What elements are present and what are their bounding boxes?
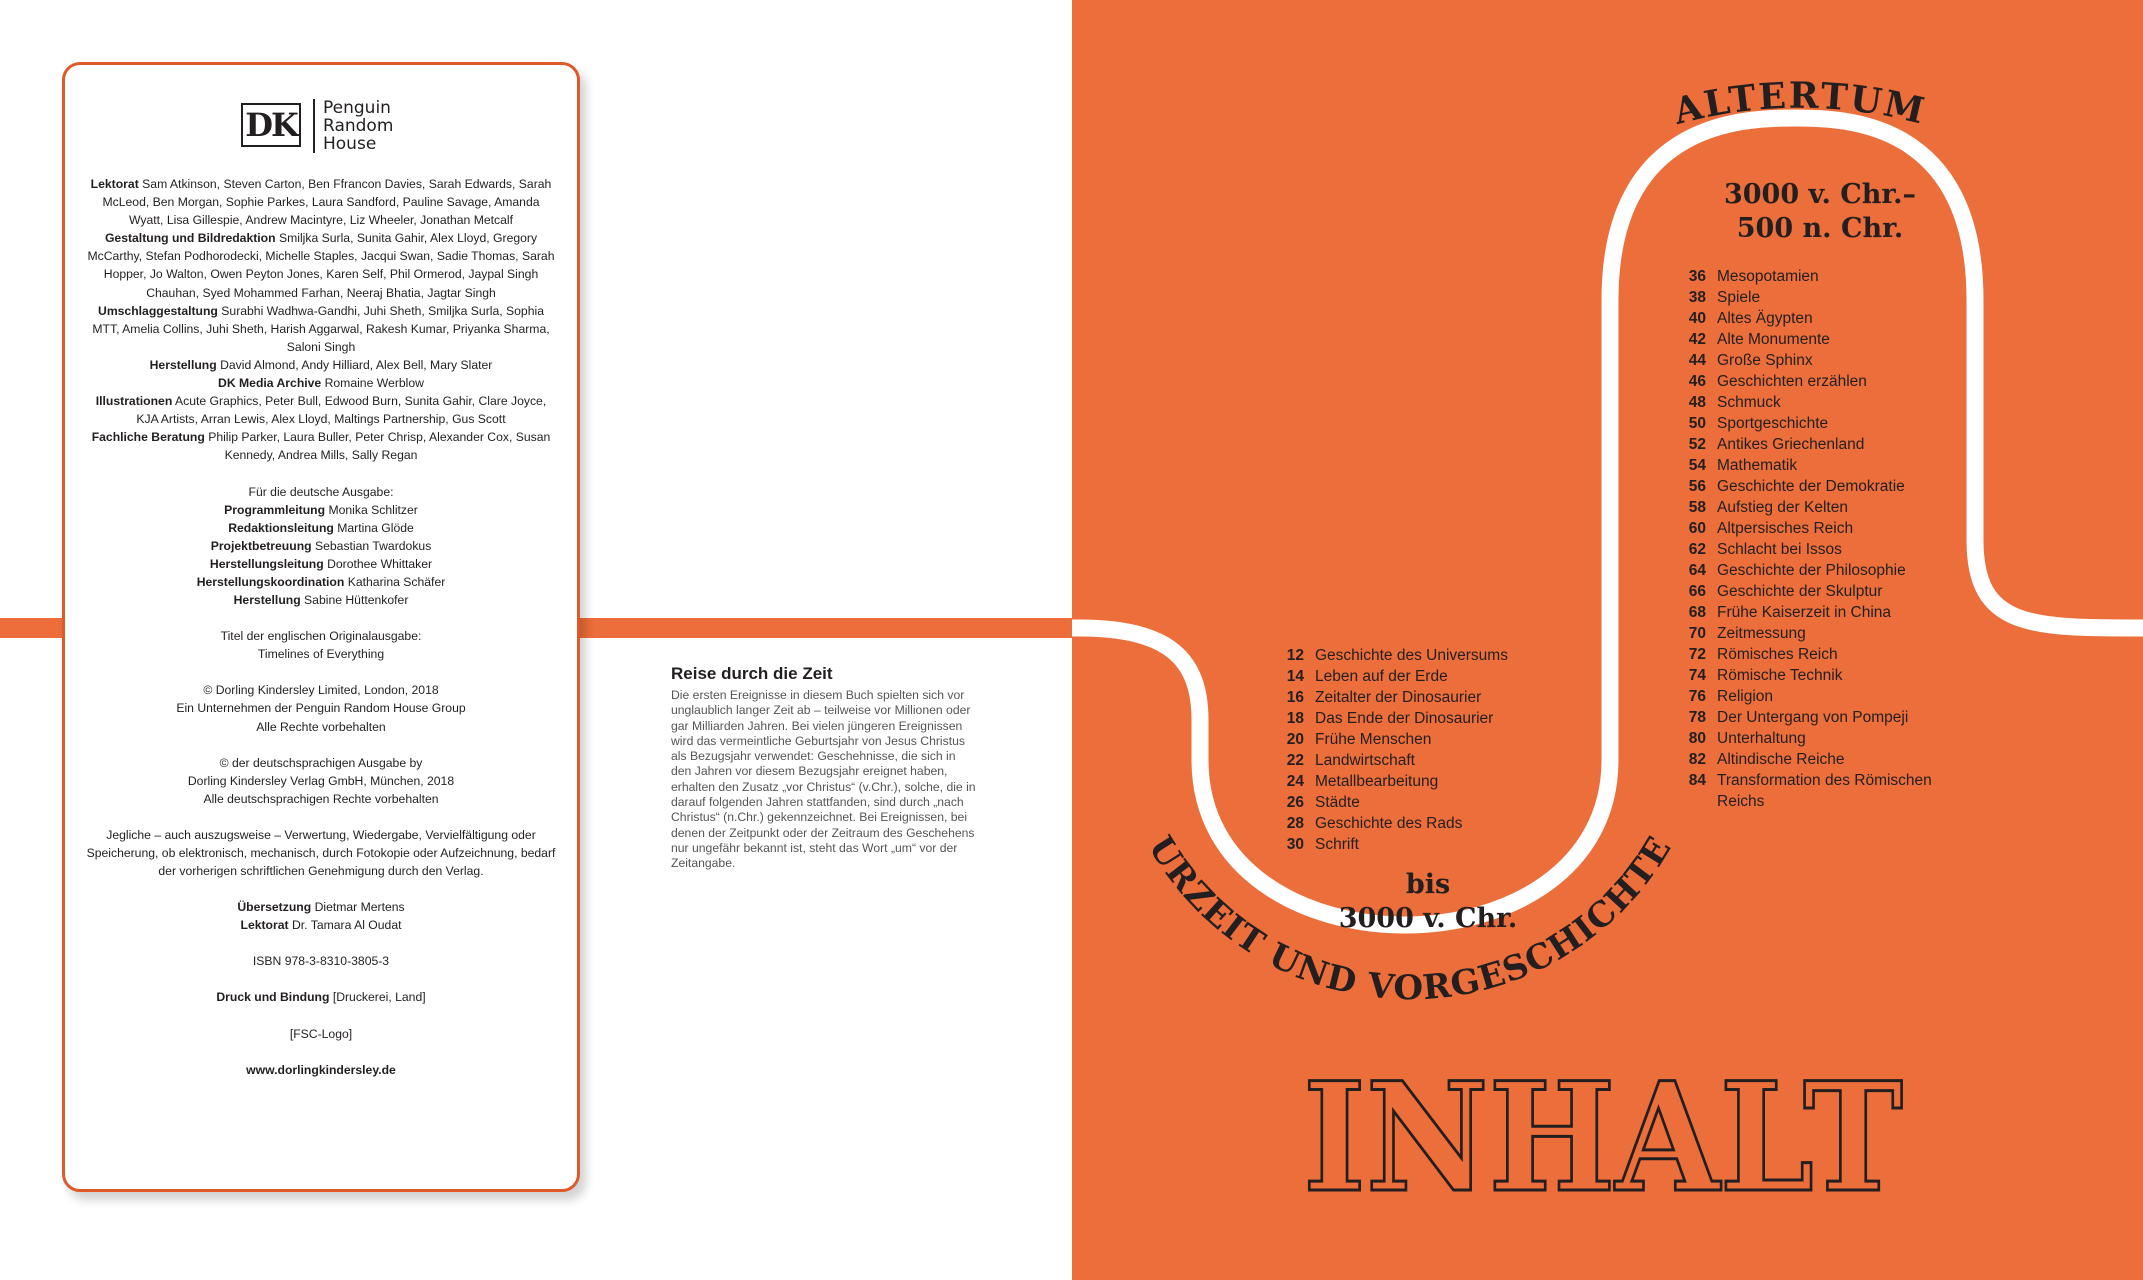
entry-title: Antikes Griechenland bbox=[1717, 436, 1865, 453]
toc-entry[interactable] bbox=[1673, 434, 1963, 455]
entry-title: Städte bbox=[1315, 794, 1360, 811]
page-number: 76 bbox=[1688, 688, 1706, 705]
page-number: 40 bbox=[1688, 310, 1706, 327]
entry-title: Schrift bbox=[1315, 836, 1359, 853]
toc-antiquity bbox=[1673, 266, 1963, 812]
rights-notice: Jegliche – auch auszugsweise – Verwertung, Wiedergabe, Vervielfältigung oder Speicherung, ob elektronisch, mechanisch, durch Fotokopie oder Aufzeichnung, bedarf der vorherigen schriftlichen Genehmigung durch den Verlag. bbox=[86, 827, 556, 879]
entry-title: Schmuck bbox=[1717, 394, 1781, 411]
era-prehistory-title: URZEIT UND VORGESCHICHTE bbox=[1140, 829, 1680, 1009]
page-number: 66 bbox=[1688, 583, 1706, 600]
toc-entry[interactable] bbox=[1271, 771, 1511, 792]
entry-title: Spiele bbox=[1717, 289, 1761, 306]
entry-title: Leben auf der Erde bbox=[1315, 668, 1448, 685]
page-number: 24 bbox=[1286, 773, 1304, 790]
page-number: 22 bbox=[1286, 752, 1304, 769]
era-antiquity-range: 3000 v. Chr.– 500 n. Chr. bbox=[1723, 179, 1917, 244]
contents-heading-text: INHALT bbox=[1303, 1058, 1903, 1208]
toc-entry[interactable] bbox=[1673, 539, 1963, 560]
credit-herstellungsleitung: Herstellungsleitung Dorothee Whittaker bbox=[209, 556, 433, 571]
toc-entry[interactable] bbox=[1673, 770, 1963, 791]
intro-text: Die ersten Ereignisse in diesem Buch spielten sich vor unglaublich langer Zeit ab – teilweise vor Millionen oder gar Milliarden Jahren. Bei vielen jüngeren Ereignissen wird das vermeintliche Geburtsjahr von Jesus Christus als Bezugsjahr verwendet: Geschehnisse, die sich in den Jahren vor diesem Bezugsjahr ereignet haben, erhalten den Zusatz „vor Christus“ (v.Chr.), solche, die in darauf folgenden Jahren stattfanden, sind durch „nach Christus“ (n.Chr.) gekennzeichnet. Bei Ereignissen, bei denen der Zeitpunkt oder der Zeitraum des Geschehens nur ungefähr bekannt ist, steht das Wort „um“ vor der Zeitangabe. bbox=[671, 688, 976, 871]
toc-entry[interactable] bbox=[1673, 581, 1963, 602]
toc-entry[interactable] bbox=[1673, 707, 1963, 728]
entry-title: Altes Ägypten bbox=[1717, 310, 1813, 327]
page-number: 74 bbox=[1688, 667, 1706, 684]
page-number: 78 bbox=[1688, 709, 1706, 726]
entry-title: Frühe Kaiserzeit in China bbox=[1717, 604, 1892, 621]
toc-entry[interactable] bbox=[1271, 729, 1511, 750]
credit-media-archive: DK Media Archive Romaine Werblow bbox=[218, 376, 424, 391]
page-number: 44 bbox=[1688, 352, 1706, 369]
entry-title: Große Sphinx bbox=[1717, 352, 1813, 369]
entry-title: Römische Technik bbox=[1717, 667, 1843, 684]
credits-body bbox=[85, 175, 557, 1079]
entry-title: Mesopotamien bbox=[1717, 268, 1819, 285]
page-number: 50 bbox=[1688, 415, 1706, 432]
website-link[interactable]: www.dorlingkindersley.de bbox=[246, 1062, 396, 1077]
credit-projektbetreuung: Projektbetreuung Sebastian Twardokus bbox=[210, 538, 432, 553]
copyright-de-line: Dorling Kindersley Verlag GmbH, München, 2018 bbox=[187, 773, 455, 788]
toc-prehistory bbox=[1271, 645, 1511, 855]
page-number: 82 bbox=[1688, 751, 1706, 768]
toc-entry[interactable] bbox=[1673, 455, 1963, 476]
entry-title: Zeitmessung bbox=[1717, 625, 1806, 642]
entry-title: Metallbearbeitung bbox=[1315, 773, 1439, 790]
page-number: 60 bbox=[1688, 520, 1706, 537]
toc-entry[interactable] bbox=[1673, 749, 1963, 770]
entry-title: Mathematik bbox=[1717, 457, 1798, 474]
toc-entry[interactable] bbox=[1673, 560, 1963, 581]
toc-entry[interactable] bbox=[1673, 308, 1963, 329]
page-number: 58 bbox=[1688, 499, 1706, 516]
page-number: 18 bbox=[1286, 710, 1304, 727]
toc-entry[interactable] bbox=[1271, 687, 1511, 708]
toc-entry[interactable] bbox=[1271, 750, 1511, 771]
isbn: ISBN 978-3-8310-3805-3 bbox=[252, 954, 390, 969]
toc-entry[interactable] bbox=[1271, 792, 1511, 813]
toc-entry[interactable] bbox=[1673, 686, 1963, 707]
toc-entry[interactable] bbox=[1673, 371, 1963, 392]
credit-uebersetzung: Übersetzung Dietmar Mertens bbox=[237, 900, 405, 915]
fsc-logo-placeholder: [FSC-Logo] bbox=[289, 1026, 353, 1041]
entry-title: Alte Monumente bbox=[1717, 331, 1830, 348]
toc-entry[interactable] bbox=[1673, 623, 1963, 644]
toc-entry[interactable] bbox=[1673, 728, 1963, 749]
copyright-uk-line: © Dorling Kindersley Limited, London, 2018 bbox=[203, 683, 439, 698]
credit-redaktionsleitung: Redaktionsleitung Martina Glöde bbox=[228, 520, 414, 535]
contents-heading bbox=[1293, 1058, 1913, 1208]
page-number: 62 bbox=[1688, 541, 1706, 558]
entry-title: Das Ende der Dinosaurier bbox=[1315, 710, 1494, 727]
credit-umschlag: Umschlaggestaltung Surabhi Wadhwa-Gandhi, Juhi Sheth, Smiljka Surla, Sophia MTT, Amelia Collins, Juhi Sheth, Harish Aggarwal, Rakesh Kumar, Priyanka Sharma, Saloni Singh bbox=[92, 303, 550, 354]
page-number: 56 bbox=[1688, 478, 1706, 495]
publisher-name: Penguin Random House bbox=[323, 98, 394, 154]
entry-title: Geschichte des Rads bbox=[1315, 815, 1463, 832]
credits-card bbox=[62, 62, 580, 1192]
page-number: 70 bbox=[1688, 625, 1706, 642]
page-number: 36 bbox=[1688, 268, 1706, 285]
toc-entry[interactable] bbox=[1673, 266, 1963, 287]
entry-title: Landwirtschaft bbox=[1315, 752, 1415, 769]
entry-title: Geschichte der Skulptur bbox=[1717, 583, 1883, 600]
credit-lektorat: Lektorat Sam Atkinson, Steven Carton, Ben Ffrancon Davies, Sarah Edwards, Sarah McLeod, Ben Morgan, Sophie Parkes, Laura Sandford, Pauline Savage, Amanda Wyatt, Lisa Gillespie, Andrew Macintyre, Liz Wheeler, Jonathan Metcalf bbox=[90, 177, 552, 228]
credit-herstellung-de: Herstellung Sabine Hüttenkofer bbox=[233, 593, 409, 608]
credit-gestaltung: Gestaltung und Bildredaktion Smiljka Surla, Sunita Gahir, Alex Lloyd, Gregory McCarthy, Stefan Podhorodecki, Michelle Staples, Jacqui Swan, Sadie Thomas, Sarah Hopper, Jo Walton, Owen Peyton Jones, Karen Self, Phil Ormerod, Jaypal Singh Chauhan, Syed Mohammed Farhan, Neeraj Bhatia, Jagtar Singh bbox=[87, 231, 555, 300]
entry-title: Zeitalter der Dinosaurier bbox=[1315, 689, 1482, 706]
toc-entry[interactable] bbox=[1271, 708, 1511, 729]
entry-title: Sportgeschichte bbox=[1717, 415, 1829, 432]
page-number: 46 bbox=[1688, 373, 1706, 390]
page-number: 72 bbox=[1688, 646, 1706, 663]
dk-logo-mark: DK bbox=[241, 103, 301, 147]
intro-block bbox=[671, 664, 976, 872]
toc-entry[interactable] bbox=[1673, 392, 1963, 413]
entry-title: Geschichte der Demokratie bbox=[1717, 478, 1905, 495]
copyright-uk-line: Alle Rechte vorbehalten bbox=[256, 719, 386, 734]
toc-entry[interactable] bbox=[1673, 602, 1963, 623]
toc-entry[interactable] bbox=[1271, 645, 1511, 666]
toc-entry[interactable] bbox=[1673, 644, 1963, 665]
entry-title: Der Untergang von Pompeji bbox=[1717, 709, 1909, 726]
copyright-de-line: © der deutschsprachigen Ausgabe by bbox=[219, 755, 423, 770]
credit-beratung: Fachliche Beratung Philip Parker, Laura Buller, Peter Chrisp, Alexander Cox, Susan Kennedy, Andrea Mills, Sally Regan bbox=[91, 430, 551, 463]
toc-entry[interactable] bbox=[1673, 329, 1963, 350]
era-antiquity-title: ALTERTUM bbox=[1669, 74, 1930, 133]
entry-title: Römisches Reich bbox=[1717, 646, 1838, 663]
page-number: 54 bbox=[1688, 457, 1706, 474]
copyright-uk-line: Ein Unternehmen der Penguin Random House Group bbox=[176, 701, 466, 716]
toc-entry[interactable] bbox=[1673, 665, 1963, 686]
credit-programmleitung: Programmleitung Monika Schlitzer bbox=[224, 502, 418, 517]
page-number: 64 bbox=[1688, 562, 1706, 579]
page-number: 68 bbox=[1688, 604, 1706, 621]
timeline-road-curve bbox=[1072, 118, 2143, 925]
page-number: 38 bbox=[1688, 289, 1706, 306]
page-number: 16 bbox=[1286, 689, 1304, 706]
page-number: 14 bbox=[1286, 668, 1304, 685]
page-number: 84 bbox=[1688, 772, 1706, 789]
toc-entry-continuation[interactable] bbox=[1673, 791, 1963, 812]
page-number: 26 bbox=[1286, 794, 1304, 811]
entry-title: Geschichte der Philosophie bbox=[1717, 562, 1906, 579]
page-number: 48 bbox=[1688, 394, 1706, 411]
original-title: Timelines of Everything bbox=[257, 647, 385, 662]
entry-title: Schlacht bei Issos bbox=[1717, 541, 1842, 558]
page-number: 80 bbox=[1688, 730, 1706, 747]
page-number: 30 bbox=[1286, 836, 1304, 853]
credit-herstellungskoordination: Herstellungskoordination Katharina Schäfer bbox=[196, 574, 446, 589]
entry-title: Frühe Menschen bbox=[1315, 731, 1432, 748]
toc-entry[interactable] bbox=[1673, 350, 1963, 371]
entry-title: Unterhaltung bbox=[1717, 730, 1806, 747]
credit-herstellung: Herstellung David Almond, Andy Hilliard, Alex Bell, Mary Slater bbox=[149, 357, 493, 372]
page-number: 20 bbox=[1286, 731, 1304, 748]
original-title-label: Titel der englischen Originalausgabe: bbox=[220, 629, 422, 644]
page-number: 28 bbox=[1286, 815, 1304, 832]
toc-entry[interactable] bbox=[1673, 518, 1963, 539]
copyright-de-line: Alle deutschsprachigen Rechte vorbehalten bbox=[203, 791, 439, 806]
era-prehistory-range: bis 3000 v. Chr. bbox=[1338, 869, 1518, 934]
toc-entry[interactable] bbox=[1271, 666, 1511, 687]
credit-druck: Druck und Bindung [Druckerei, Land] bbox=[216, 990, 426, 1005]
logo-divider bbox=[313, 99, 315, 153]
page-number: 52 bbox=[1688, 436, 1706, 453]
entry-title: Geschichte des Universums bbox=[1315, 647, 1508, 664]
entry-title-continued: Reichs bbox=[1717, 793, 1765, 810]
toc-entry[interactable] bbox=[1673, 413, 1963, 434]
toc-entry[interactable] bbox=[1271, 813, 1511, 834]
entry-title: Geschichten erzählen bbox=[1717, 373, 1867, 390]
entry-title: Religion bbox=[1717, 688, 1774, 705]
toc-entry[interactable] bbox=[1673, 476, 1963, 497]
entry-title: Altpersisches Reich bbox=[1717, 520, 1854, 537]
german-edition-heading: Für die deutsche Ausgabe: bbox=[248, 484, 394, 499]
page-number: 12 bbox=[1286, 647, 1304, 664]
credit-illustrationen: Illustrationen Acute Graphics, Peter Bull, Edwood Burn, Sunita Gahir, Clare Joyce, KJA Artists, Arran Lewis, Alex Lloyd, Maltings Partnership, Gus Scott bbox=[95, 394, 547, 427]
entry-title: Transformation des Römischen bbox=[1717, 772, 1932, 789]
entry-title: Aufstieg der Kelten bbox=[1717, 499, 1848, 516]
toc-entry[interactable] bbox=[1271, 834, 1511, 855]
entry-title: Altindische Reiche bbox=[1717, 751, 1845, 768]
page-number: 42 bbox=[1688, 331, 1706, 348]
toc-entry[interactable] bbox=[1673, 287, 1963, 308]
intro-title: Reise durch die Zeit bbox=[671, 664, 833, 683]
toc-entry[interactable] bbox=[1673, 497, 1963, 518]
credit-lektorat-de: Lektorat Dr. Tamara Al Oudat bbox=[240, 918, 402, 933]
dk-penguin-logo bbox=[241, 99, 411, 159]
